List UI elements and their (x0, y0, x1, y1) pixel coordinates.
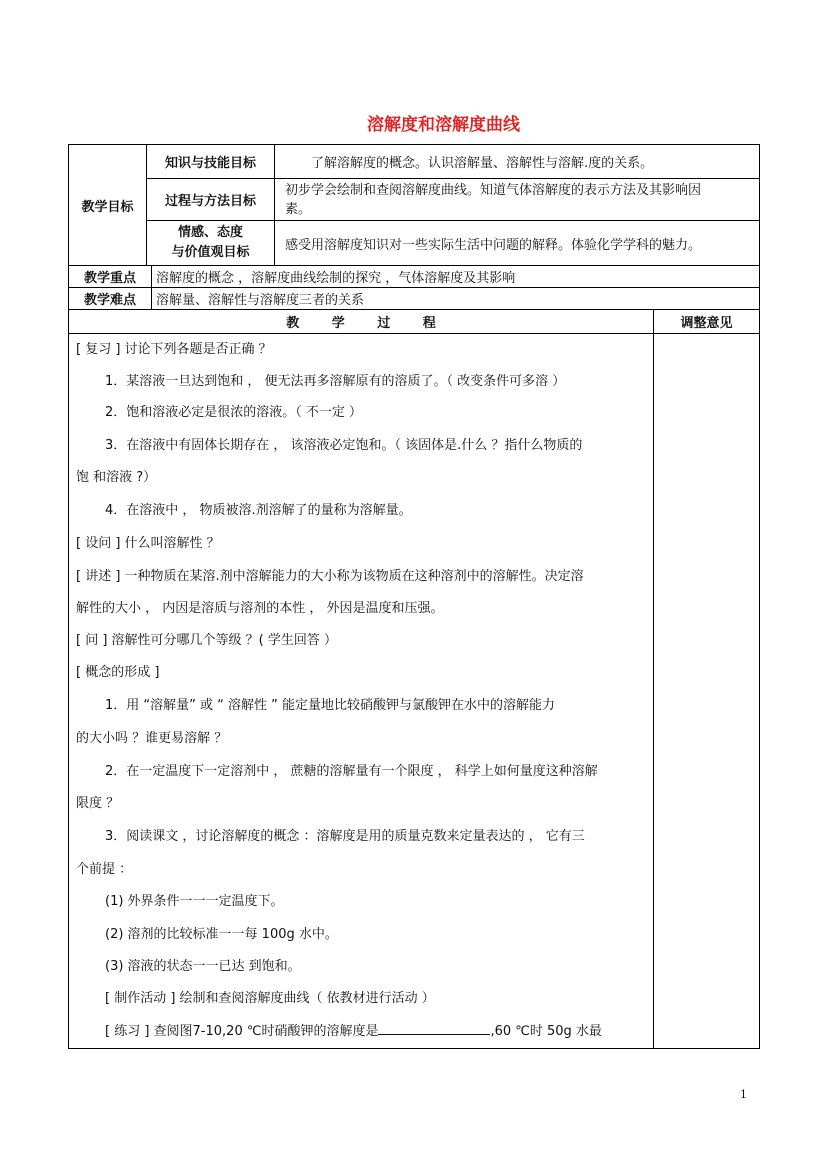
objective-text-process (275, 179, 759, 220)
line-concept: [ 概念的形成 ] (76, 665, 160, 680)
objective-text-process-line1: 初步学会绘制和查阅溶解度曲线。知道气体溶解度的表示方法及其影响因 (285, 182, 702, 198)
exercise-text: [ 练习 ] 查阅图7-10,20 ℃时硝酸钾的溶解度是 (105, 1024, 379, 1039)
objective-text-knowledge: 了解溶解度的概念。认识溶解量、溶解性与溶解.度的关系。 (311, 156, 654, 171)
line-c1: 1．用 “溶解量” 或 “ 溶解性 ” 能定量地比较硝酸钾与氯酸钾在水中的溶解能力 (105, 698, 556, 713)
line-c2-cont: 限度 ？ (76, 796, 120, 811)
line-q2: 2．饱和溶液必定是很浓的溶液。（ 不一定 ） (105, 405, 363, 420)
line-review: [ 复习 ] 讨论下列各题是否正确 ？ (76, 342, 272, 357)
objective-name-process: 过程与方法目标 (164, 194, 256, 209)
line-exercise (105, 1022, 602, 1041)
line-c2: 2．在一定温度下一定溶剂中 ， 蔗糖的溶解量有一个限度 ， 科学上如何量度这种溶解 (105, 764, 598, 779)
document-title: 溶解度和溶解度曲线 (367, 115, 520, 135)
key-points-label: 教学重点 (83, 271, 136, 286)
objectives-label: 教学目标 (81, 199, 134, 215)
objective-name-attitude-line1: 情感、态度 (177, 225, 243, 240)
line-explain: [ 讲述 ] 一种物质在某溶.剂中溶解能力的大小称为该物质在这种溶剂中的溶解性。决定溶 (76, 569, 584, 584)
objective-name-knowledge: 知识与技能目标 (164, 156, 256, 171)
exercise-text-cont: ,60 ℃时 50g 水最 (490, 1024, 602, 1039)
objective-text-process-line2: 素。 (285, 201, 312, 217)
line-q3: 3．在溶液中有固体长期存在 ， 该溶液必定饱和。（ 该固体是.什么 ？指什么物质的 (105, 438, 583, 453)
line-c3-cont: 个前提 ： (76, 862, 133, 877)
key-points-text: 溶解度的概念 ，溶解度曲线绘制的探究 ，气体溶解度及其影响 (156, 271, 516, 286)
adjust-header: 调整意见 (680, 316, 733, 331)
objective-text-attitude: 感受用溶解度知识对一些实际生活中问题的解释。体验化学学科的魅力。 (285, 237, 702, 253)
line-activity: [ 制作活动 ] 绘制和查阅溶解度曲线（ 依教材进行活动 ） (105, 991, 435, 1006)
line-ask: [ 设问 ] 什么叫溶解性 ？ (76, 536, 220, 551)
process-header: 教 学 过 程 (286, 316, 436, 331)
line-q1: 1．某溶液一旦达到饱和 ， 便无法再多溶解原有的溶质了。（ 改变条件可多溶 ） (105, 374, 566, 389)
line-premise-2: (2) 溶剂的比较标准一一每 100g 水中。 (105, 927, 338, 942)
line-premise-3: (3) 溶液的状态一一已达 到饱和。 (105, 959, 301, 974)
line-explain-cont: 解性的大小 ， 内因是溶质与溶剂的本性 ， 外因是温度和压强。 (76, 601, 444, 616)
line-c1-cont: 的大小吗 ？谁更易溶解 ？ (76, 731, 228, 746)
line-premise-1: (1) 外界条件一一一定温度下。 (105, 894, 284, 909)
objective-name-attitude (147, 221, 274, 265)
line-q3-cont: 饱 和溶液 ?） (76, 470, 157, 485)
difficult-points-label: 教学难点 (83, 293, 136, 308)
answer-blank (378, 1022, 490, 1035)
difficult-points-text: 溶解量、溶解性与溶解度三者的关系 (156, 293, 365, 308)
line-q4: 4．在溶液中 ， 物质被溶.剂溶解了的量称为溶解量。 (105, 503, 412, 518)
objective-name-attitude-line2: 与价值观目标 (171, 245, 250, 260)
page-number: 1 (740, 1088, 747, 1101)
line-c3: 3．阅读课文 ，讨论溶解度的概念 ：溶解度是用的质量克数来定量表达的 ， 它有三 (105, 829, 585, 844)
line-question: [ 问 ] 溶解性可分哪几个等级 ？( 学生回答 ） (76, 633, 338, 648)
